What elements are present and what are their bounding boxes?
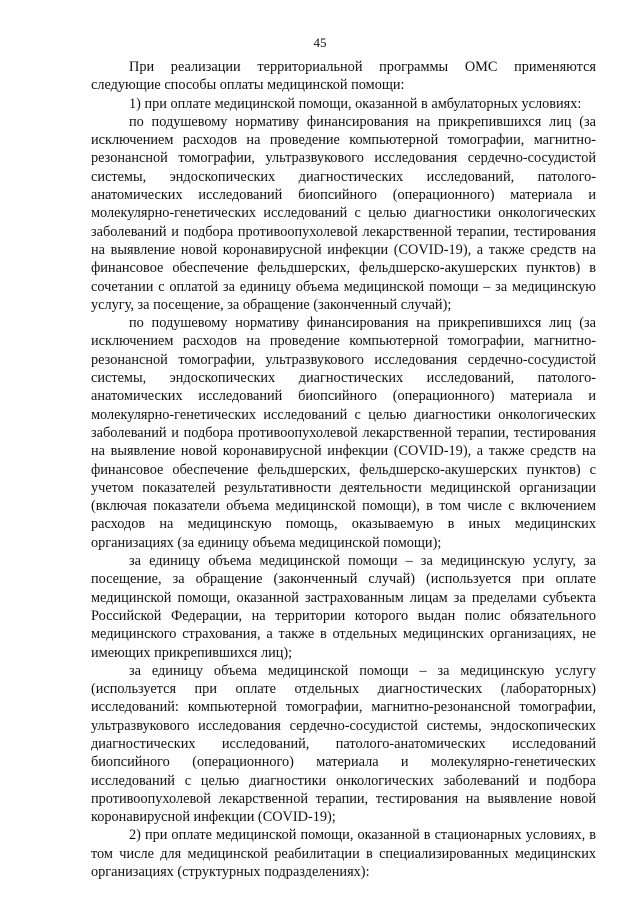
paragraph-item-2-heading: 2) при оплате медицинской помощи, оказанной в стационарных условиях, в том числе для медицинской реабилитации в специализированных медицинских организациях (структурных подразделениях): xyxy=(91,827,596,881)
paragraph-per-capita-performance: по подушевому нормативу финансирования на прикрепившихся лиц (за исключением расходов на проведение компьютерной томографии, магнитно-резонансной томографии, ультразвукового исследования сердечно-сосудистой системы, эндоскопических диагностических исследований, патолого-анатомических исследований биопсийного (операционного) материала и молекулярно-генетических исследований с целью диагностики онкологических заболеваний и подбора противоопухолевой лекарственной терапии, тестирования на выявление новой коронавирусной инфекции (COVID-19), а также средств на финансовое обеспечение фельдшерских, фельдшерско-акушерских пунктов) с учетом показателей результативности деятельности медицинской организации (включая показатели объема медицинской помощи), в том числе с включением расходов на медицинскую помощь, оказываемую в иных медицинских организациях (за единицу объема медицинской помощи); xyxy=(91,315,596,551)
document-body xyxy=(91,58,596,881)
paragraph-unit-visit: за единицу объема медицинской помощи – за медицинскую услугу, за посещение, за обращение (законченный случай) (используется при оплате медицинской помощи, оказанной застрахованным лицам за пределами субъекта Российской Федерации, на территории которого выдан полис обязательного медицинского страхования, а также в отдельных медицинских организациях, не имеющих прикрепившихся лиц); xyxy=(91,553,596,661)
paragraph-per-capita-combined: по подушевому нормативу финансирования на прикрепившихся лиц (за исключением расходов на проведение компьютерной томографии, магнитно-резонансной томографии, ультразвукового исследования сердечно-сосудистой системы, эндоскопических диагностических исследований, патолого-анатомических исследований биопсийного (операционного) материала и молекулярно-генетических исследований с целью диагностики онкологических заболеваний и подбора противоопухолевой лекарственной терапии, тестирования на выявление новой коронавирусной инфекции (COVID-19), а также средств на финансовое обеспечение фельдшерских, фельдшерско-акушерских пунктов) в сочетании с оплатой за единицу объема медицинской помощи – за медицинскую услугу, за посещение, за обращение (законченный случай); xyxy=(91,113,596,313)
paragraph-unit-service: за единицу объема медицинской помощи – за медицинскую услугу (используется при оплате отдельных диагностических (лабораторных) исследований: компьютерной томографии, магнитно-резонансной томографии, ультразвукового исследования сердечно-сосудистой системы, эндоскопических диагностических исследований, патолого-анатомических исследований биопсийного (операционного) материала и молекулярно-генетических исследований с целью диагностики онкологических заболеваний и подбора противоопухолевой лекарственной терапии, тестирования на выявление новой коронавирусной инфекции (COVID-19); xyxy=(91,662,596,826)
paragraph-item-1-heading: 1) при оплате медицинской помощи, оказанной в амбулаторных условиях: xyxy=(129,95,582,112)
page-number: 45 xyxy=(313,35,327,50)
paragraph-intro: При реализации территориальной программы ОМС применяются следующие способы оплаты медицинской помощи: xyxy=(91,59,596,94)
